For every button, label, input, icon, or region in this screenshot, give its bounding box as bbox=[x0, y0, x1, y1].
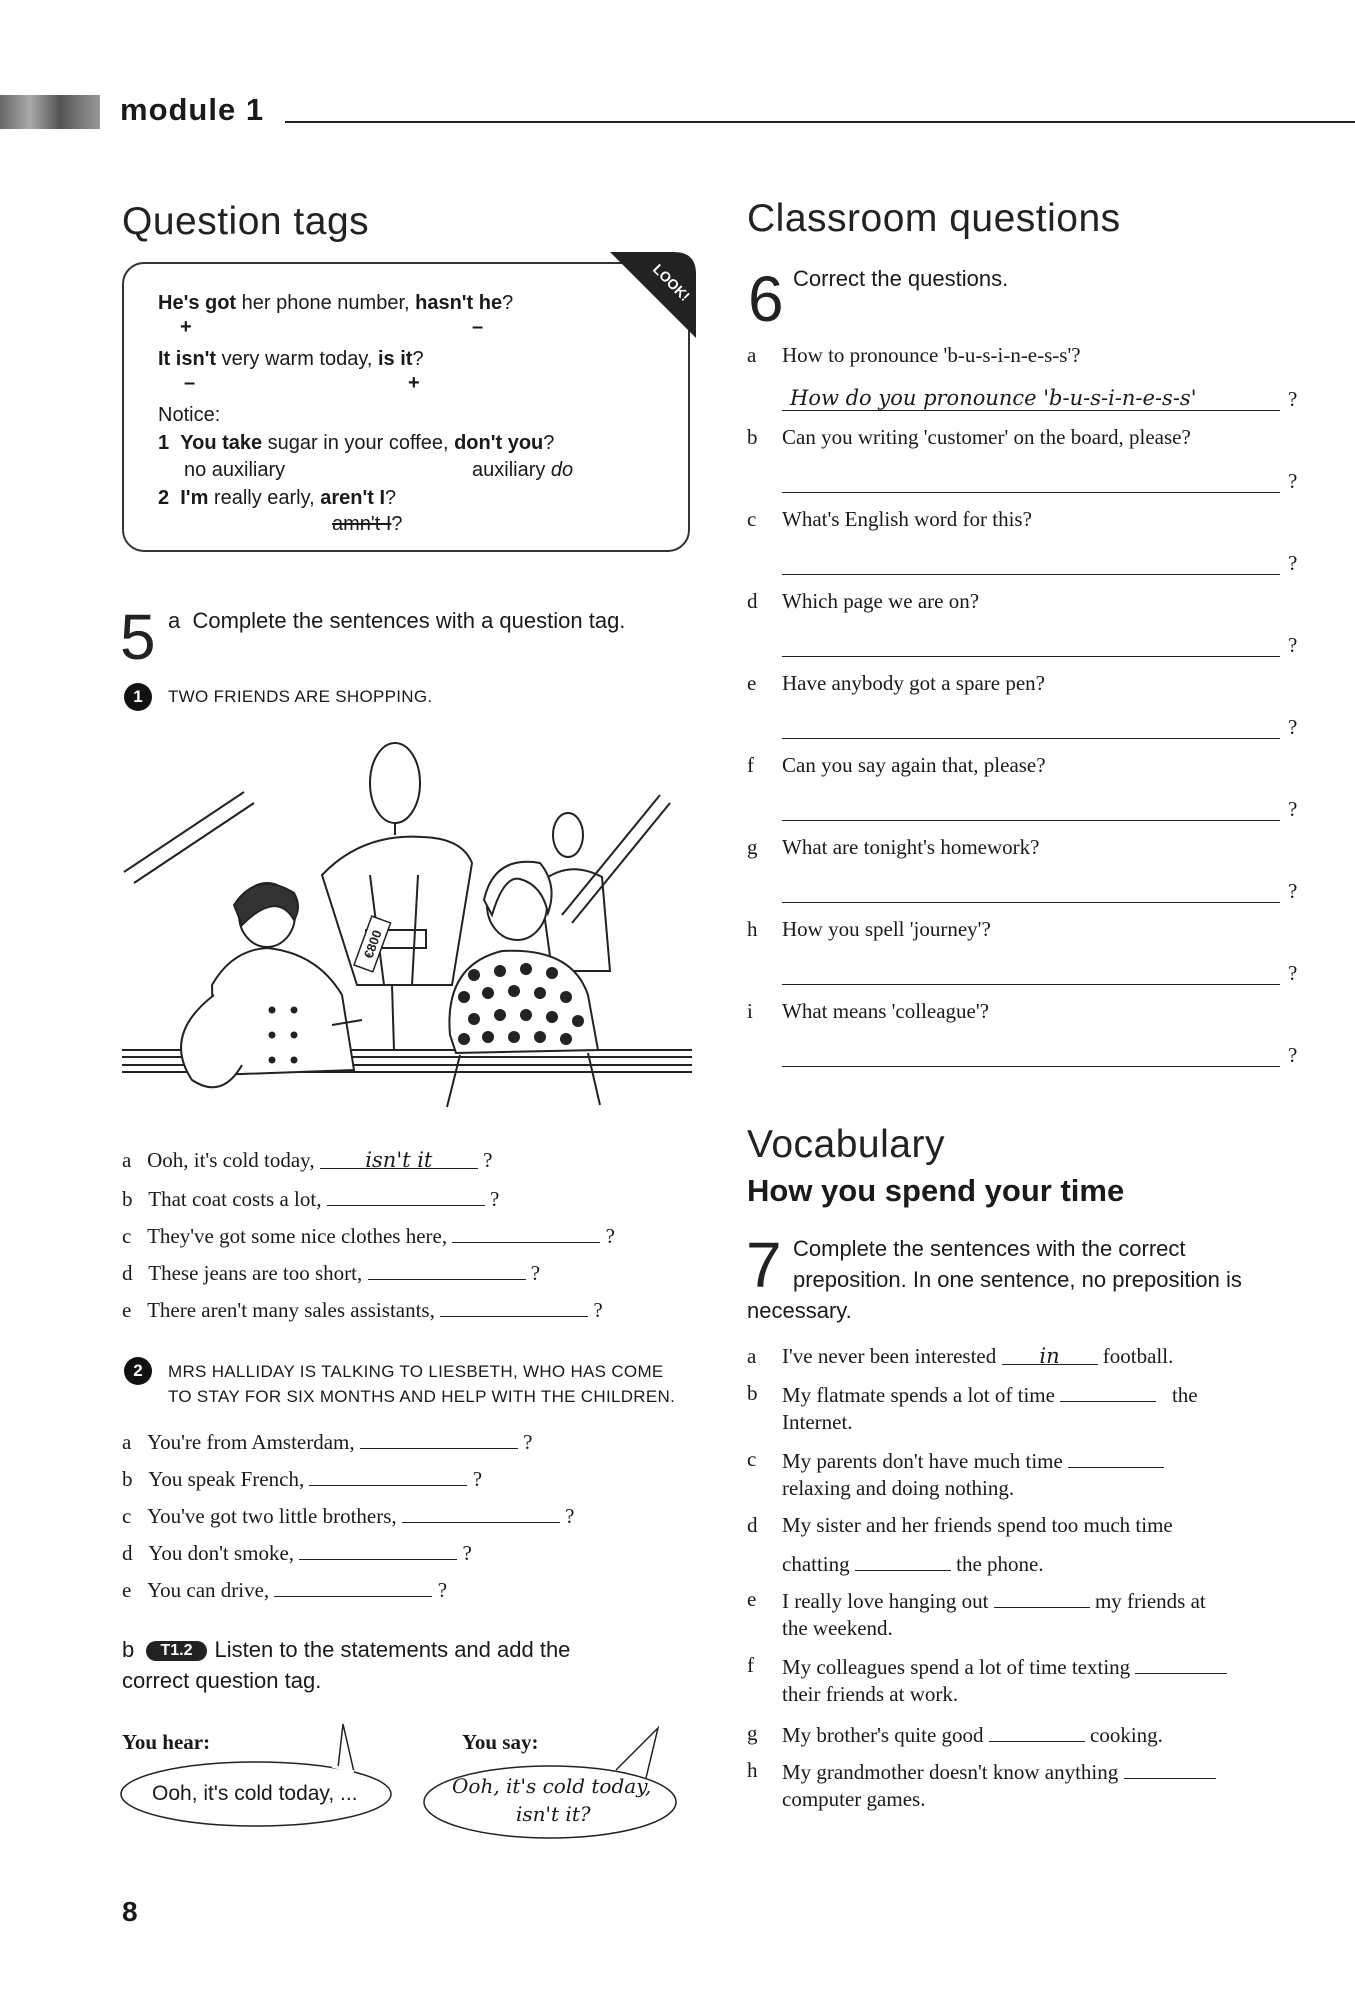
answer-blank[interactable] bbox=[402, 1502, 560, 1523]
module-title: module 1 bbox=[120, 92, 265, 127]
ex7-letter-b: b bbox=[747, 1381, 758, 1405]
situation-2-title-line2: TO STAY FOR SIX MONTHS AND HELP WITH THE CHILDREN. bbox=[168, 1387, 676, 1406]
ex6-qmark-c: ? bbox=[1288, 551, 1298, 575]
exercise-7-instruction-line2: preposition. In one sentence, no preposition is bbox=[793, 1267, 1242, 1292]
ex5-2-item-a: a You're from Amsterdam, ? bbox=[122, 1430, 533, 1454]
exercise-7-instruction-line3: necessary. bbox=[747, 1298, 852, 1323]
ex6-qmark-f: ? bbox=[1288, 797, 1298, 821]
ex6-answer-line-i[interactable] bbox=[782, 1066, 1280, 1067]
exercise-5b-instruction-line2: correct question tag. bbox=[122, 1668, 322, 1693]
ex6-question-a: How to pronounce 'b-u-s-i-n-e-s-s'? bbox=[782, 343, 1081, 367]
svg-text:€800: €800 bbox=[360, 928, 385, 961]
ex6-qmark-h: ? bbox=[1288, 961, 1298, 985]
ex6-answer-line-e[interactable] bbox=[782, 738, 1280, 739]
ex6-qmark-b: ? bbox=[1288, 469, 1298, 493]
ex7-letter-c: c bbox=[747, 1447, 757, 1471]
ex7-item-h: My grandmother doesn't know anything bbox=[782, 1758, 1216, 1785]
ex6-letter-h: h bbox=[747, 917, 758, 941]
ex7-item-a: I've never been interested in football. bbox=[782, 1344, 1174, 1368]
ex6-question-e: Have anybody got a spare pen? bbox=[782, 671, 1045, 695]
exercise-6-instruction: Correct the questions. bbox=[793, 266, 1009, 291]
look-struck-form: amn't I? bbox=[332, 513, 403, 535]
answer-blank[interactable] bbox=[1060, 1381, 1156, 1402]
section-title-question-tags: Question tags bbox=[122, 200, 370, 243]
ex7-letter-a: a bbox=[747, 1344, 757, 1368]
ex5-item-d: d These jeans are too short, ? bbox=[122, 1261, 541, 1285]
ex7-item-g: My brother's quite good cooking. bbox=[782, 1723, 1163, 1747]
answer-blank[interactable]: in bbox=[1002, 1344, 1098, 1365]
exercise-7-number: 7 bbox=[746, 1229, 782, 1301]
ex5-item-a: a Ooh, it's cold today, isn't it ? bbox=[122, 1148, 493, 1172]
ex7-item-b: My flatmate spends a lot of time the bbox=[782, 1383, 1198, 1407]
ex5-item-b: b That coat costs a lot, ? bbox=[122, 1187, 500, 1211]
ex6-letter-a: a bbox=[747, 343, 757, 367]
ex6-question-h: How you spell 'journey'? bbox=[782, 917, 991, 941]
look-notice: Notice: bbox=[158, 404, 221, 426]
ex6-letter-c: c bbox=[747, 507, 757, 531]
ex7-item-d-line2: chatting the phone. bbox=[782, 1552, 1044, 1576]
shopping-illustration bbox=[122, 735, 692, 1120]
ex6-letter-g: g bbox=[747, 835, 758, 859]
ex7-item-e-line2: the weekend. bbox=[782, 1616, 893, 1640]
ex6-letter-b: b bbox=[747, 425, 758, 449]
ex5-2-item-d: d You don't smoke, ? bbox=[122, 1541, 472, 1565]
answer-blank[interactable] bbox=[299, 1539, 457, 1560]
ex7-item-f-line2: their friends at work. bbox=[782, 1682, 959, 1706]
ex6-question-f: Can you say again that, please? bbox=[782, 753, 1046, 777]
price-tag bbox=[354, 916, 391, 972]
ex7-item-b-line2: Internet. bbox=[782, 1410, 853, 1434]
ex5-item-c: c They've got some nice clothes here, ? bbox=[122, 1224, 615, 1248]
you-hear-label: You hear: bbox=[122, 1730, 211, 1754]
ex7-letter-e: e bbox=[747, 1587, 757, 1611]
ex6-qmark-i: ? bbox=[1288, 1043, 1298, 1067]
look-notice-1: 1 You take sugar in your coffee, don't you? bbox=[158, 432, 555, 454]
ex6-letter-d: d bbox=[747, 589, 758, 613]
answer-blank[interactable] bbox=[989, 1721, 1085, 1742]
plus-sign: + bbox=[180, 316, 192, 338]
ex7-item-e: I really love hanging out my friends at bbox=[782, 1589, 1206, 1613]
ex7-letter-h: h bbox=[747, 1758, 758, 1782]
bubble-say-line1: Ooh, it's cold today, bbox=[452, 1774, 652, 1798]
ex7-item-d: My sister and her friends spend too much time bbox=[782, 1513, 1173, 1537]
ex7-letter-f: f bbox=[747, 1653, 754, 1677]
section-title-vocabulary: Vocabulary bbox=[747, 1123, 945, 1166]
answer-blank[interactable] bbox=[1068, 1447, 1164, 1468]
ex6-letter-e: e bbox=[747, 671, 757, 695]
ex6-answer-line-a[interactable] bbox=[782, 410, 1280, 411]
answer-blank[interactable]: isn't it bbox=[320, 1148, 478, 1169]
ex6-answer-line-d[interactable] bbox=[782, 656, 1280, 657]
ex5-item-e: e There aren't many sales assistants, ? bbox=[122, 1298, 603, 1322]
situation-2-title-line1: MRS HALLIDAY IS TALKING TO LIESBETH, WHO HAS COME bbox=[168, 1362, 664, 1381]
plus-sign: + bbox=[408, 372, 420, 394]
answer-blank[interactable] bbox=[309, 1465, 467, 1486]
answer-blank[interactable] bbox=[994, 1587, 1090, 1608]
ex6-qmark-e: ? bbox=[1288, 715, 1298, 739]
situation-1-title: TWO FRIENDS ARE SHOPPING. bbox=[168, 687, 433, 706]
ex7-item-c: My parents don't have much time bbox=[782, 1447, 1164, 1474]
look-label: LOOK! bbox=[649, 260, 694, 305]
exercise-5b-instruction: b T1.2 Listen to the statements and add the bbox=[122, 1637, 571, 1662]
minus-sign: – bbox=[472, 316, 484, 338]
module-header-graphic bbox=[0, 95, 100, 129]
exercise-5-number: 5 bbox=[120, 601, 156, 673]
answer-blank[interactable] bbox=[440, 1296, 588, 1317]
exercise-7-instruction-line1: Complete the sentences with the correct bbox=[793, 1236, 1186, 1261]
speech-bubble-hear bbox=[118, 1722, 398, 1832]
ex6-question-d: Which page we are on? bbox=[782, 589, 980, 613]
situation-2-badge: 2 bbox=[124, 1357, 152, 1385]
look-example-2: It isn't very warm today, is it? bbox=[158, 348, 424, 370]
answer-blank[interactable] bbox=[327, 1185, 485, 1206]
ex6-answer-line-b[interactable] bbox=[782, 492, 1280, 493]
ex7-letter-d: d bbox=[747, 1513, 758, 1537]
look-auxiliary-do: auxiliary do bbox=[472, 459, 574, 481]
answer-blank[interactable] bbox=[1124, 1758, 1216, 1779]
ex6-letter-f: f bbox=[747, 753, 754, 777]
look-corner-tab bbox=[610, 252, 696, 338]
minus-sign: – bbox=[184, 372, 196, 394]
ex6-answer-a: How do you pronounce 'b-u-s-i-n-e-s-s' bbox=[790, 386, 1197, 410]
ex6-answer-line-c[interactable] bbox=[782, 574, 1280, 575]
bubble-hear-text: Ooh, it's cold today, ... bbox=[152, 1782, 358, 1805]
ex6-answer-line-f[interactable] bbox=[782, 820, 1280, 821]
ex7-letter-g: g bbox=[747, 1721, 758, 1745]
ex6-qmark-a: ? bbox=[1288, 387, 1298, 411]
ex7-item-c-line2: relaxing and doing nothing. bbox=[782, 1476, 1015, 1500]
ex6-qmark-g: ? bbox=[1288, 879, 1298, 903]
ex6-answer-line-h[interactable] bbox=[782, 984, 1280, 985]
ex5-2-item-e: e You can drive, ? bbox=[122, 1578, 448, 1602]
exercise-6-number: 6 bbox=[748, 263, 784, 335]
answer-blank[interactable] bbox=[855, 1550, 951, 1571]
page-number: 8 bbox=[122, 1896, 138, 1927]
section-subtitle: How you spend your time bbox=[747, 1173, 1125, 1208]
ex7-item-f: My colleagues spend a lot of time texting bbox=[782, 1653, 1227, 1680]
header-rule bbox=[285, 121, 1355, 123]
audio-track-badge: T1.2 bbox=[146, 1641, 206, 1661]
ex6-question-b: Can you writing 'customer' on the board, please? bbox=[782, 425, 1191, 449]
ex7-item-h-line2: computer games. bbox=[782, 1787, 926, 1811]
ex6-question-c: What's English word for this? bbox=[782, 507, 1032, 531]
answer-blank[interactable] bbox=[360, 1428, 518, 1449]
you-say-label: You say: bbox=[462, 1730, 539, 1754]
exercise-5a-instruction: a Complete the sentences with a question tag. bbox=[168, 608, 626, 633]
answer-blank[interactable] bbox=[452, 1222, 600, 1243]
look-no-auxiliary: no auxiliary bbox=[184, 459, 286, 481]
ex5-2-item-c: c You've got two little brothers, ? bbox=[122, 1504, 575, 1528]
situation-1-badge: 1 bbox=[124, 683, 152, 711]
ex6-letter-i: i bbox=[747, 999, 753, 1023]
ex6-qmark-d: ? bbox=[1288, 633, 1298, 657]
look-notice-2: 2 I'm really early, aren't I? bbox=[158, 487, 397, 509]
look-example-1: He's got her phone number, hasn't he? bbox=[158, 292, 514, 314]
section-title-classroom-questions: Classroom questions bbox=[747, 197, 1121, 240]
bubble-say-line2: isn't it? bbox=[516, 1802, 591, 1826]
ex6-question-i: What means 'colleague'? bbox=[782, 999, 989, 1023]
ex6-answer-line-g[interactable] bbox=[782, 902, 1280, 903]
answer-blank[interactable] bbox=[368, 1259, 526, 1280]
ex6-question-g: What are tonight's homework? bbox=[782, 835, 1040, 859]
answer-blank[interactable] bbox=[1135, 1653, 1227, 1674]
ex5-2-item-b: b You speak French, ? bbox=[122, 1467, 483, 1491]
answer-blank[interactable] bbox=[274, 1576, 432, 1597]
